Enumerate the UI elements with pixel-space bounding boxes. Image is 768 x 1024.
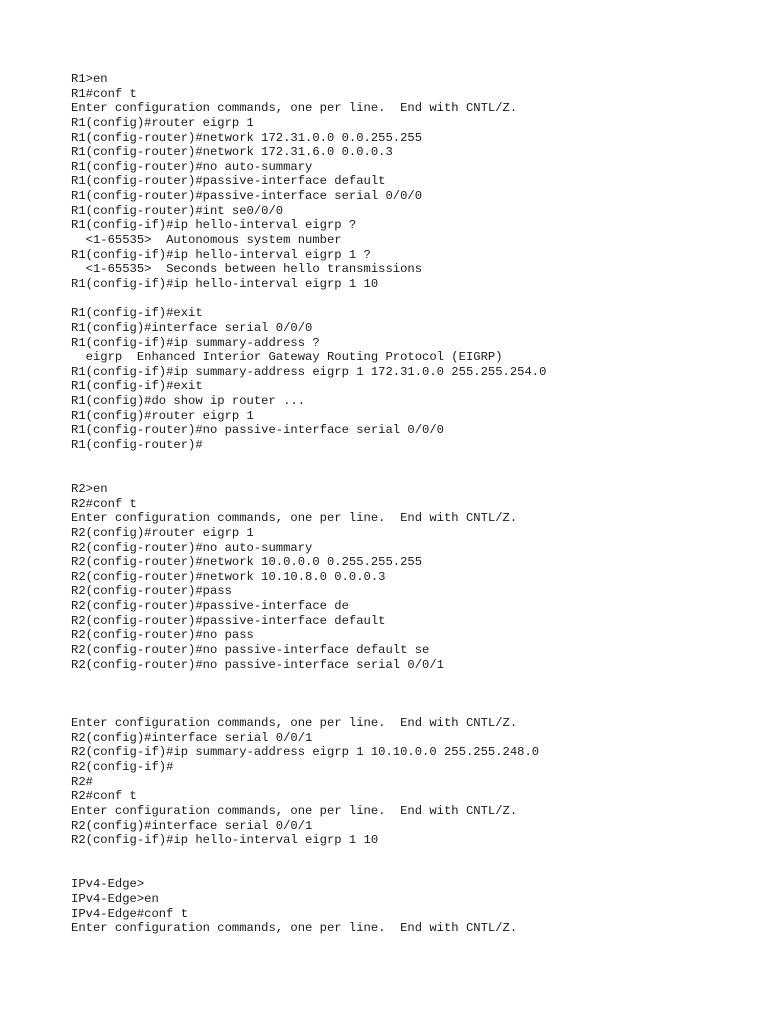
cli-line: <1-65535> Seconds between hello transmissions <box>71 262 423 277</box>
cli-line: R2(config)#interface serial 0/0/1 <box>71 730 313 745</box>
cli-line: R2(config-router)#no auto-summary <box>71 540 313 555</box>
cli-line: R2(config-router)#passive-interface default <box>71 613 386 628</box>
cli-line: R2(config-if)#ip summary-address eigrp 1 10.10.0.0 255.255.248.0 <box>71 745 540 760</box>
cli-line: R2>en <box>71 481 108 496</box>
cli-line: Enter configuration commands, one per line. End with CNTL/Z. <box>71 511 518 526</box>
cli-line: R1>en <box>71 72 108 86</box>
cli-line: R1(config-router)#no passive-interface serial 0/0/0 <box>71 423 444 438</box>
cli-line: <1-65535> Autonomous system number <box>71 233 342 248</box>
cli-line: R2(config)#interface serial 0/0/1 <box>71 818 313 833</box>
cli-line: Enter configuration commands, one per line. End with CNTL/Z. <box>71 101 518 116</box>
blank-line <box>71 453 751 468</box>
cli-line: R1(config-if)#exit <box>71 379 203 394</box>
cli-line: IPv4-Edge> <box>71 877 145 892</box>
cli-line: R2(config-if)#ip hello-interval eigrp 1 10 <box>71 833 379 848</box>
cli-line: R2(config-router)#network 10.0.0.0 0.255.255.255 <box>71 555 423 570</box>
cli-line: R2(config-router)#network 10.10.8.0 0.0.0.3 <box>71 569 386 584</box>
blank-line <box>71 467 751 482</box>
cli-transcript <box>71 72 751 936</box>
cli-line: R1(config-if)#exit <box>71 306 203 321</box>
blank-line <box>71 672 751 687</box>
cli-line: R1(config-if)#ip hello-interval eigrp 1 10 <box>71 276 379 291</box>
cli-line: R2#conf t <box>71 789 137 804</box>
cli-line: R1#conf t <box>71 86 137 101</box>
cli-line: Enter configuration commands, one per line. End with CNTL/Z. <box>71 921 518 936</box>
cli-line: R2(config-router)#pass <box>71 584 232 599</box>
cli-line: R2(config-if)# <box>71 760 174 775</box>
cli-line: R1(config)#interface serial 0/0/0 <box>71 320 313 335</box>
cli-line: R1(config-router)#int se0/0/0 <box>71 203 284 218</box>
cli-line: R2(config-router)#passive-interface de <box>71 599 349 614</box>
blank-line <box>71 687 751 702</box>
cli-line: R1(config-router)#passive-interface serial 0/0/0 <box>71 189 423 204</box>
cli-line: R2(config-router)#no passive-interface serial 0/0/1 <box>71 657 444 672</box>
cli-line: R1(config-if)#ip summary-address eigrp 1 172.31.0.0 255.255.254.0 <box>71 364 547 379</box>
cli-line: R2#conf t <box>71 496 137 511</box>
cli-line: R1(config-router)# <box>71 438 203 453</box>
cli-line: R1(config-if)#ip summary-address ? <box>71 335 320 350</box>
blank-line <box>71 702 751 717</box>
cli-line: Enter configuration commands, one per line. End with CNTL/Z. <box>71 804 518 819</box>
cli-line: R1(config-if)#ip hello-interval eigrp ? <box>71 218 357 233</box>
cli-line: eigrp Enhanced Interior Gateway Routing Protocol (EIGRP) <box>71 350 503 365</box>
cli-line: R2(config)#router eigrp 1 <box>71 525 254 540</box>
cli-line: R2(config-router)#no pass <box>71 628 254 643</box>
cli-line: IPv4-Edge>en <box>71 891 159 906</box>
cli-line: R1(config-router)#passive-interface default <box>71 174 386 189</box>
cli-line: R2# <box>71 774 93 789</box>
cli-line: Enter configuration commands, one per line. End with CNTL/Z. <box>71 716 518 731</box>
blank-line <box>71 848 751 863</box>
blank-line <box>71 292 751 307</box>
cli-line: IPv4-Edge#conf t <box>71 906 189 921</box>
cli-line: R1(config)#do show ip router ... <box>71 394 306 409</box>
cli-line: R1(config)#router eigrp 1 <box>71 408 254 423</box>
cli-line: R1(config-if)#ip hello-interval eigrp 1 ? <box>71 247 371 262</box>
cli-line: R1(config-router)#network 172.31.0.0 0.0.255.255 <box>71 130 423 145</box>
cli-line: R2(config-router)#no passive-interface default se <box>71 642 430 657</box>
blank-line <box>71 863 751 878</box>
cli-line: R1(config-router)#network 172.31.6.0 0.0.0.3 <box>71 145 393 160</box>
cli-line: R1(config)#router eigrp 1 <box>71 115 254 130</box>
cli-line: R1(config-router)#no auto-summary <box>71 159 313 174</box>
